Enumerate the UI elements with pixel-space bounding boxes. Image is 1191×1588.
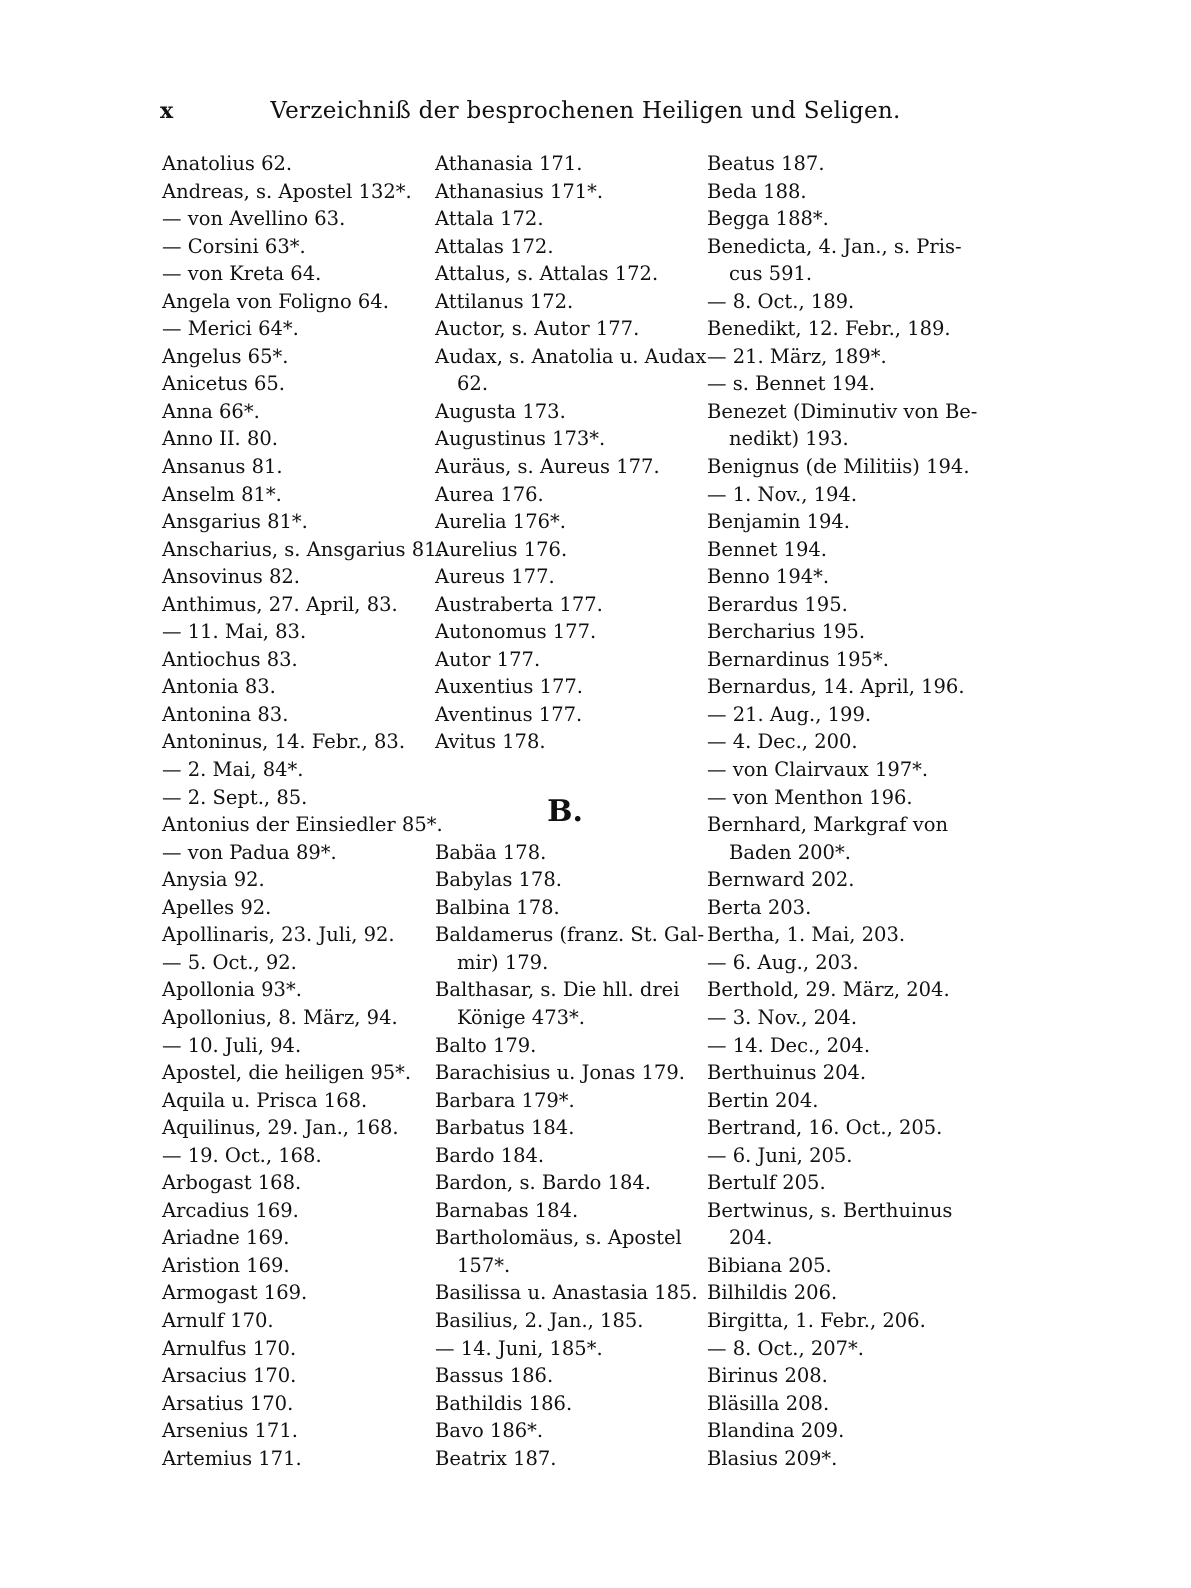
index-entry: Blasius 209*. [707, 1446, 838, 1470]
index-entry: Aurelia 176*. [435, 510, 566, 534]
index-entry: — 8. Oct., 207*. [707, 1336, 865, 1360]
index-entry: Arsenius 171. [162, 1419, 298, 1443]
index-entry: Berardus 195. [707, 592, 848, 616]
index-entry: Aristion 169. [162, 1253, 290, 1277]
index-entry: Basilissa u. Anastasia 185. [435, 1281, 698, 1305]
index-entry: Balbina 178. [435, 895, 560, 919]
index-entry: Auctor, s. Autor 177. [435, 317, 640, 341]
index-entry: Barbatus 184. [435, 1116, 575, 1140]
index-entry: Beda 188. [707, 179, 807, 203]
index-entry: — von Menthon 196. [707, 785, 913, 809]
index-entry: Apollinaris, 23. Juli, 92. [162, 923, 395, 947]
index-entry: Augusta 173. [435, 399, 566, 423]
index-entry: Bertulf 205. [707, 1171, 826, 1195]
page-number: x [160, 98, 174, 124]
index-entry: Artemius 171. [162, 1446, 302, 1470]
index-entry: Antonia 83. [162, 675, 276, 699]
index-entry: Auxentius 177. [435, 675, 583, 699]
section-letter-b: B. [547, 793, 583, 829]
index-entry: Benedikt, 12. Febr., 189. [707, 317, 951, 341]
index-entry: Angela von Foligno 64. [162, 289, 389, 313]
index-entry: Berta 203. [707, 895, 812, 919]
index-entry: Bernhard, Markgraf von [707, 813, 949, 837]
index-entry: Armogast 169. [162, 1281, 308, 1305]
index-entry: Bavo 186*. [435, 1419, 544, 1443]
index-entry: — 3. Nov., 204. [707, 1005, 858, 1029]
index-entry: Benedicta, 4. Jan., s. Pris- [707, 234, 962, 258]
index-entry: Angelus 65*. [162, 344, 289, 368]
index-entry: Bibiana 205. [707, 1253, 832, 1277]
index-entry: Bernardus, 14. April, 196. [707, 675, 965, 699]
index-entry: — 4. Dec., 200. [707, 730, 858, 754]
index-entry: Benno 194*. [707, 565, 830, 589]
index-entry: Bilhildis 206. [707, 1281, 838, 1305]
index-entry: Aurea 176. [435, 482, 544, 506]
index-entry: — s. Bennet 194. [707, 372, 876, 396]
index-entry: Bassus 186. [435, 1364, 554, 1388]
index-entry: mir) 179. [457, 950, 549, 974]
index-entry: Ansgarius 81*. [162, 510, 308, 534]
index-entry: — 8. Oct., 189. [707, 289, 855, 313]
index-entry: Antoninus, 14. Febr., 83. [162, 730, 406, 754]
index-entry: Ansanus 81. [162, 455, 283, 479]
index-entry: — 11. Mai, 83. [162, 620, 307, 644]
index-entry: Autonomus 177. [435, 620, 597, 644]
index-entry: Bardo 184. [435, 1143, 545, 1167]
index-entry: Antiochus 83. [162, 647, 298, 671]
index-entry: Arcadius 169. [162, 1198, 299, 1222]
index-entry: Aquila u. Prisca 168. [162, 1088, 368, 1112]
index-column-2-b-entries [435, 839, 715, 1473]
index-entry: Anna 66*. [162, 399, 260, 423]
index-entry: Benjamin 194. [707, 510, 851, 534]
index-entry: Arnulf 170. [162, 1308, 274, 1332]
index-entry: Autor 177. [435, 647, 541, 671]
index-entry: Babylas 178. [435, 868, 562, 892]
index-entry: Aurelius 176. [435, 537, 568, 561]
index-entry: — 5. Oct., 92. [162, 950, 297, 974]
index-entry: Aquilinus, 29. Jan., 168. [162, 1116, 399, 1140]
index-entry: cus 591. [729, 262, 813, 286]
index-entry: Baldamerus (franz. St. Gal- [435, 923, 705, 947]
index-entry: Bertin 204. [707, 1088, 819, 1112]
index-entry: 62. [457, 372, 489, 396]
index-entry: Attilanus 172. [435, 289, 574, 313]
index-entry: — 14. Juni, 185*. [435, 1336, 603, 1360]
index-entry: — Corsini 63*. [162, 234, 306, 258]
index-entry: Benezet (Diminutiv von Be- [707, 399, 978, 423]
index-entry: Aventinus 177. [435, 702, 583, 726]
index-entry: Beatus 187. [707, 152, 825, 175]
index-entry: — von Padua 89*. [162, 840, 337, 864]
index-entry: Athanasius 171*. [435, 179, 604, 203]
index-entry: Anysia 92. [162, 868, 265, 892]
index-entry: Attalas 172. [435, 234, 554, 258]
index-column-1 [162, 150, 442, 1472]
index-entry: Auräus, s. Aureus 177. [435, 455, 660, 479]
index-entry: Austraberta 177. [435, 592, 603, 616]
index-entry: 157*. [457, 1253, 511, 1277]
index-entry: Augustinus 173*. [435, 427, 606, 451]
index-entry: — 6. Aug., 203. [707, 950, 859, 974]
index-entry: Balto 179. [435, 1033, 537, 1057]
index-entry: Bertwinus, s. Berthuinus [707, 1198, 953, 1222]
index-entry: — 14. Dec., 204. [707, 1033, 871, 1057]
index-entry: Basilius, 2. Jan., 185. [435, 1308, 644, 1332]
index-entry: Antonina 83. [162, 702, 289, 726]
index-entry: Blandina 209. [707, 1419, 845, 1443]
index-entry: Attala 172. [435, 207, 544, 231]
index-entry: Beatrix 187. [435, 1446, 557, 1470]
index-entry: Avitus 178. [435, 730, 546, 754]
index-entry: Babäa 178. [435, 840, 547, 864]
index-entry: Benignus (de Militiis) 194. [707, 455, 970, 479]
index-entry: Bertha, 1. Mai, 203. [707, 923, 906, 947]
index-column-2-a-entries [435, 150, 715, 756]
index-entry: — von Clairvaux 197*. [707, 758, 929, 782]
index-entry: Apollonius, 8. März, 94. [162, 1005, 398, 1029]
index-entry: Apostel, die heiligen 95*. [162, 1061, 412, 1085]
index-entry: Berthold, 29. März, 204. [707, 978, 950, 1002]
index-entry: Ariadne 169. [162, 1226, 290, 1250]
index-entry: — 21. Aug., 199. [707, 702, 872, 726]
index-entry: Anno II. 80. [162, 427, 278, 451]
index-entry: Bernardinus 195*. [707, 647, 889, 671]
index-entry: Bartholomäus, s. Apostel [435, 1226, 682, 1250]
index-entry: Arnulfus 170. [162, 1336, 297, 1360]
index-entry: Arsacius 170. [162, 1364, 297, 1388]
index-entry: Bennet 194. [707, 537, 827, 561]
index-entry: Barbara 179*. [435, 1088, 575, 1112]
index-entry: Audax, s. Anatolia u. Audax [435, 344, 707, 368]
index-entry: — Merici 64*. [162, 317, 299, 341]
index-entry: Berthuinus 204. [707, 1061, 867, 1085]
index-entry: Bläsilla 208. [707, 1391, 830, 1415]
index-entry: Arsatius 170. [162, 1391, 294, 1415]
page-header [160, 98, 1011, 134]
index-entry: Anselm 81*. [162, 482, 282, 506]
index-entry: — 10. Juli, 94. [162, 1033, 302, 1057]
index-entry: — von Avellino 63. [162, 207, 346, 231]
index-column-2 [435, 150, 715, 1472]
index-entry: Baden 200*. [729, 840, 851, 864]
index-entry: Aureus 177. [435, 565, 555, 589]
index-entry: Bernward 202. [707, 868, 855, 892]
index-entry: Barnabas 184. [435, 1198, 579, 1222]
index-entry: Antonius der Einsiedler 85*. [162, 813, 443, 837]
index-entry: Bertrand, 16. Oct., 205. [707, 1116, 943, 1140]
index-entry: Ansovinus 82. [162, 565, 300, 589]
index-entry: Attalus, s. Attalas 172. [435, 262, 659, 286]
index-entry: Bathildis 186. [435, 1391, 573, 1415]
section-gap [435, 756, 715, 784]
index-column-3 [707, 150, 987, 1472]
index-entry: Anscharius, s. Ansgarius 81. [162, 537, 443, 561]
index-entry: Barachisius u. Jonas 179. [435, 1061, 685, 1085]
index-entry: — 2. Mai, 84*. [162, 758, 304, 782]
index-entry: Begga 188*. [707, 207, 829, 231]
index-entry: — 2. Sept., 85. [162, 785, 308, 809]
index-entry: — 19. Oct., 168. [162, 1143, 322, 1167]
index-entry: Andreas, s. Apostel 132*. [162, 179, 412, 203]
index-entry: Apollonia 93*. [162, 978, 302, 1002]
index-entry: Könige 473*. [457, 1005, 585, 1029]
index-entry: Arbogast 168. [162, 1171, 302, 1195]
index-entry: Birgitta, 1. Febr., 206. [707, 1308, 926, 1332]
index-entry: Athanasia 171. [435, 152, 583, 175]
index-entry: Anatolius 62. [162, 152, 293, 175]
index-entry: Anicetus 65. [162, 372, 285, 396]
index-entry: — 6. Juni, 205. [707, 1143, 853, 1167]
index-entry: Anthimus, 27. April, 83. [162, 592, 398, 616]
index-entry: Bardon, s. Bardo 184. [435, 1171, 651, 1195]
index-entry: — von Kreta 64. [162, 262, 322, 286]
index-entry: 204. [729, 1226, 773, 1250]
index-entry: Bercharius 195. [707, 620, 866, 644]
index-entry: Birinus 208. [707, 1364, 828, 1388]
index-entry: nedikt) 193. [729, 427, 849, 451]
page-title: Verzeichniß der besprochenen Heiligen und Seligen. [270, 98, 901, 124]
index-entry: — 1. Nov., 194. [707, 482, 858, 506]
index-entry: Balthasar, s. Die hll. drei [435, 978, 680, 1002]
index-entry: Apelles 92. [162, 895, 272, 919]
index-entry: — 21. März, 189*. [707, 344, 887, 368]
